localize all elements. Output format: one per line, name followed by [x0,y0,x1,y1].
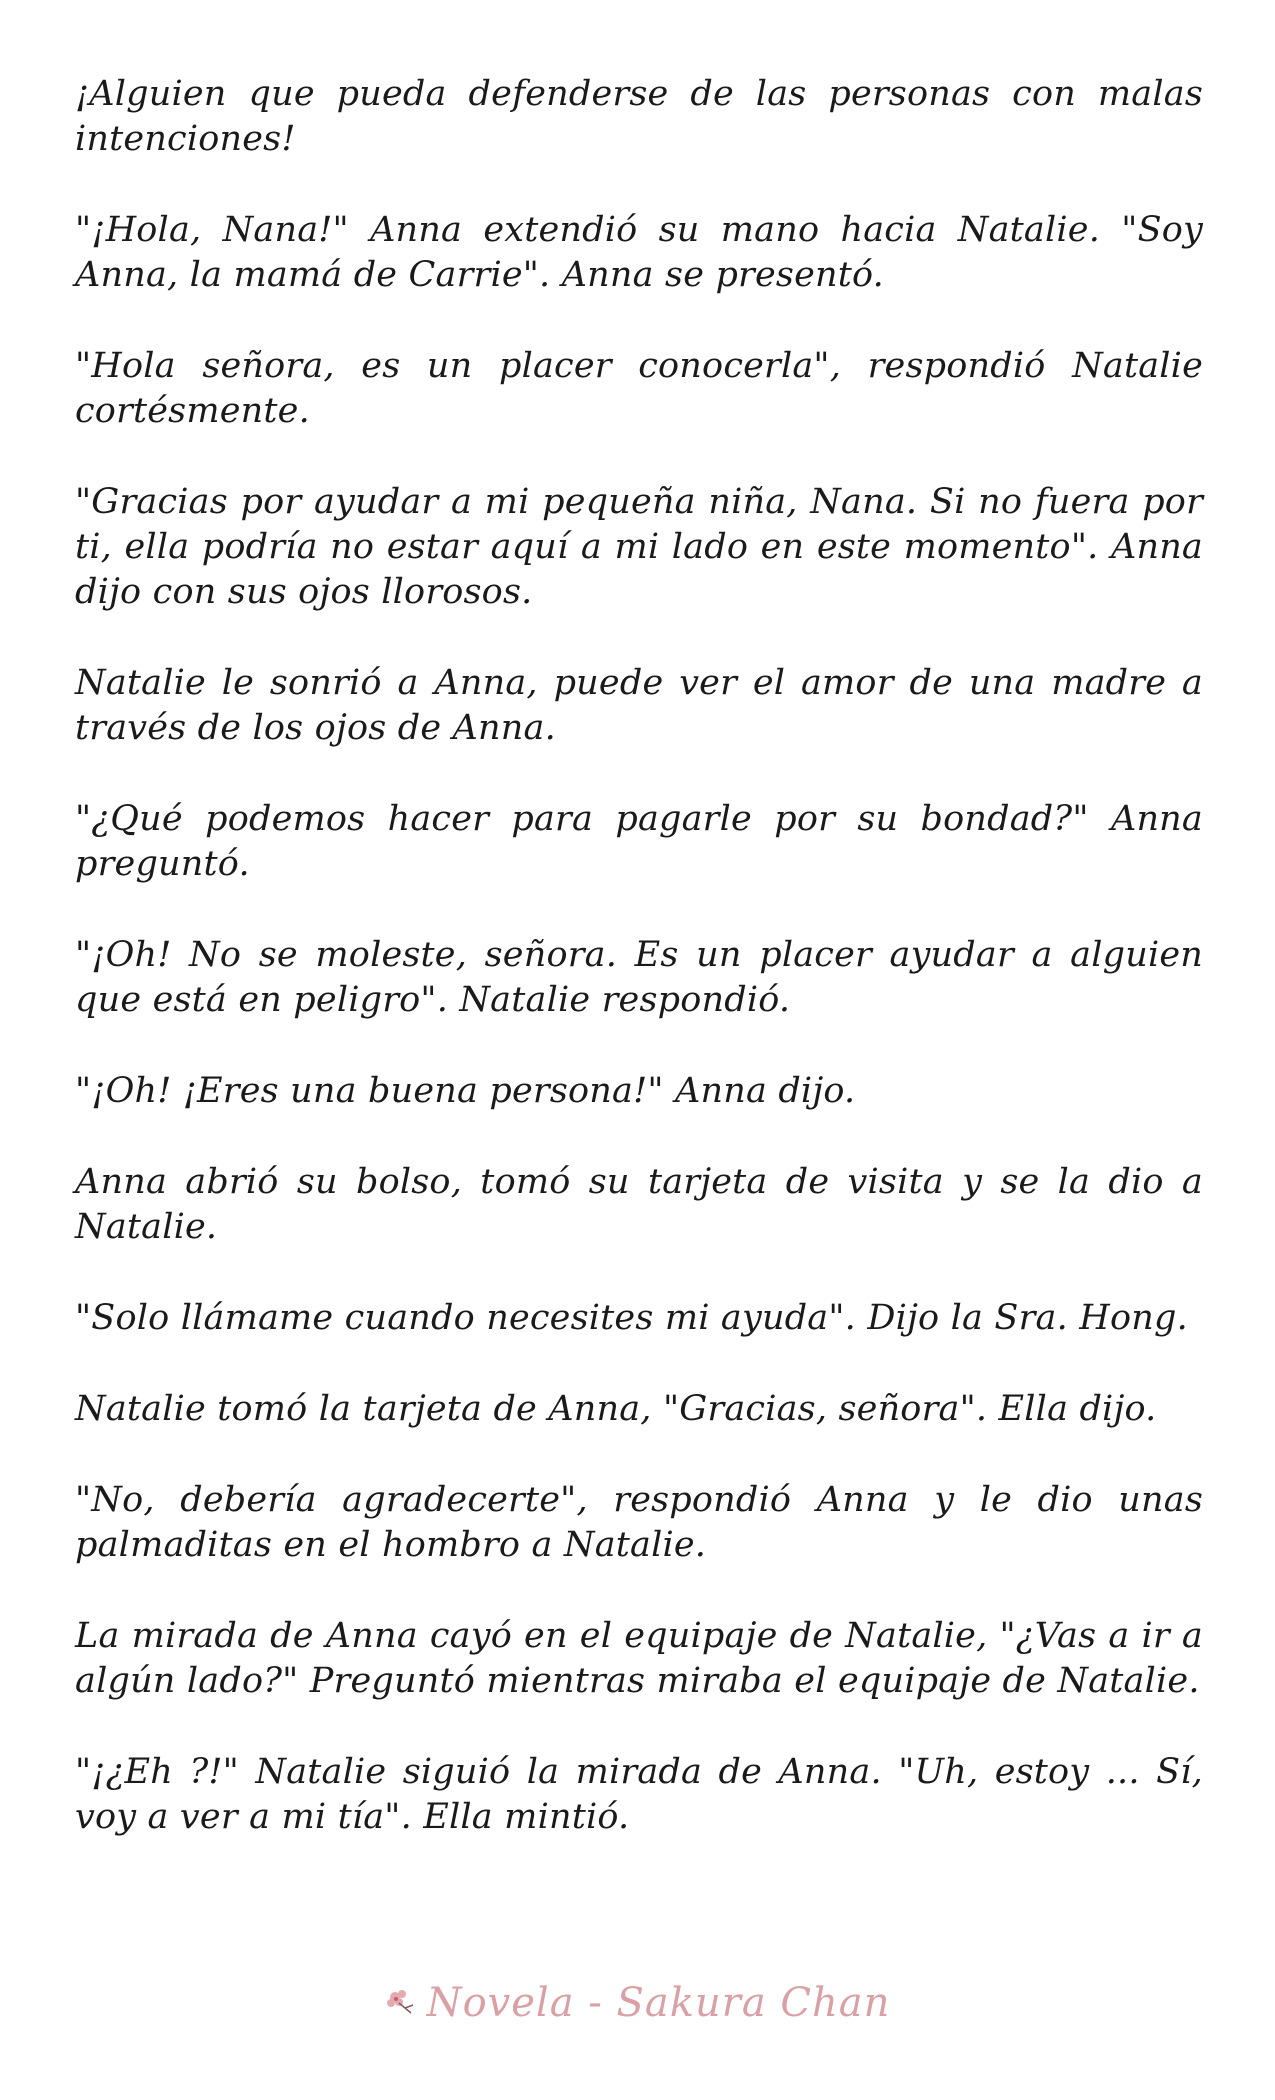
paragraph: Natalie le sonrió a Anna, puede ver el amor de una madre a través de los ojos de Anna. [75,663,1203,748]
paragraph: ¡Alguien que pueda defenderse de las personas con malas intenciones! [75,74,1203,159]
paragraph: "¡Oh! ¡Eres una buena persona!" Anna dijo. [75,1071,856,1111]
paragraph: "¡¿Eh ?!" Natalie siguió la mirada de Anna. "Uh, estoy ... Sí, voy a ver a mi tía". Ella mintió. [75,1752,1203,1837]
watermark-text: Novela - Sakura Chan [426,1980,891,2026]
sakura-blossom-icon [385,1983,419,2029]
paragraph: "¡Hola, Nana!" Anna extendió su mano hacia Natalie. "Soy Anna, la mamá de Carrie". Anna se presentó. [75,210,1203,295]
paragraph: Anna abrió su bolso, tomó su tarjeta de visita y se la dio a Natalie. [75,1162,1203,1247]
watermark [0,1980,1275,2029]
paragraph: "No, debería agradecerte", respondió Anna y le dio unas palmaditas en el hombro a Natalie. [75,1480,1203,1565]
paragraph: "Hola señora, es un placer conocerla", respondió Natalie cortésmente. [75,346,1203,431]
paragraph: "Gracias por ayudar a mi pequeña niña, Nana. Si no fuera por ti, ella podría no estar aquí a mi lado en este momento". Anna dijo con sus ojos llorosos. [75,482,1203,612]
paragraph: La mirada de Anna cayó en el equipaje de Natalie, "¿Vas a ir a algún lado?" Preguntó mientras miraba el equipaje de Natalie. [75,1616,1203,1701]
paragraph: "¿Qué podemos hacer para pagarle por su bondad?" Anna preguntó. [75,799,1203,884]
paragraph: "Solo llámame cuando necesites mi ayuda". Dijo la Sra. Hong. [75,1298,1188,1338]
paragraph: "¡Oh! No se moleste, señora. Es un placer ayudar a alguien que está en peligro". Natalie respondió. [75,935,1203,1020]
paragraph: Natalie tomó la tarjeta de Anna, "Gracias, señora". Ella dijo. [75,1389,1157,1429]
